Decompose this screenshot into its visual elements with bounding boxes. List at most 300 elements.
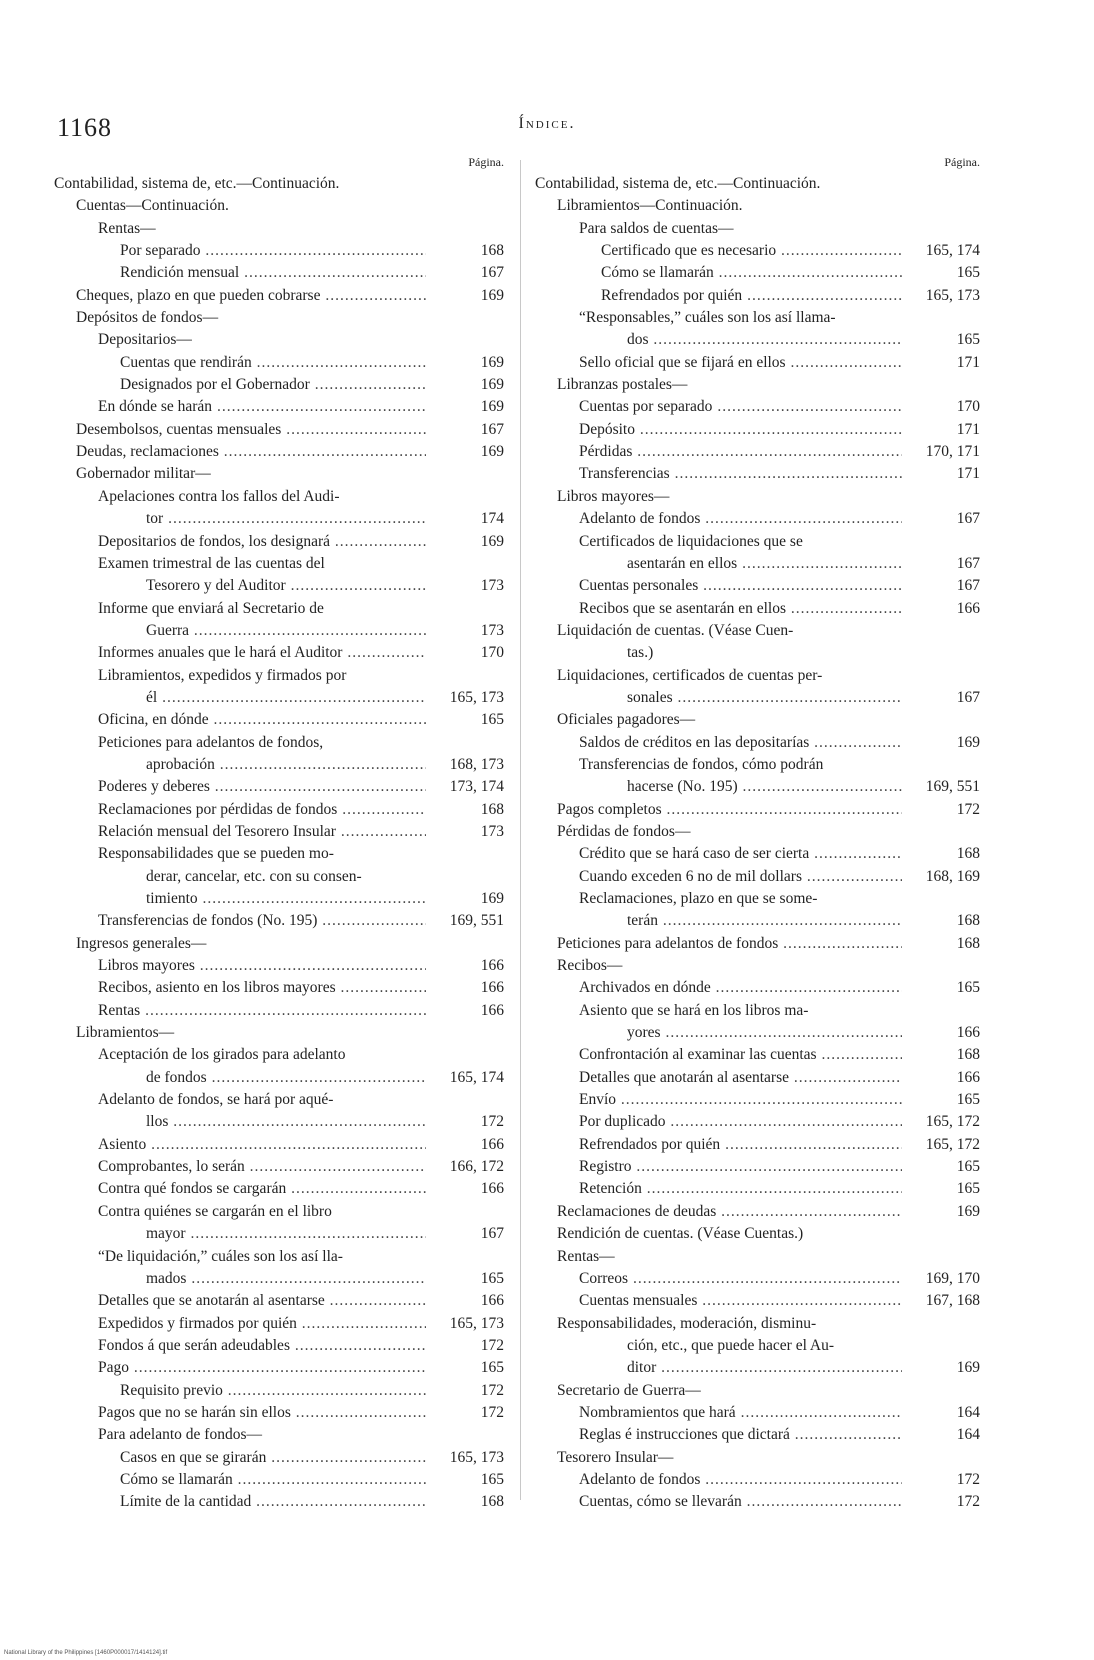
index-entry-page: 167 [902,687,980,709]
index-entry-text: Tesorero y del Auditor ..... [146,577,504,594]
index-entry [535,285,980,307]
index-entry [54,933,504,955]
index-entry-text: Cuando exceden 6 no de mil dollars ..... [579,868,980,885]
index-entry [535,508,980,530]
index-entry-page: 165, 173 [426,1313,504,1335]
index-entry [535,888,980,910]
index-entry [54,173,504,195]
index-entry-page: 169, 551 [902,776,980,798]
index-entry [535,1357,980,1379]
index-entry-page: 169, 551 [426,910,504,932]
index-entry-page: 165 [902,977,980,999]
index-entry-page: 171 [902,463,980,485]
index-entry-text: Detalles que se anotarán al asentarse ..... [98,1292,504,1309]
page-number: 1168 [57,113,113,142]
index-entry-text: Envío ..... [579,1091,980,1108]
index-entry [535,218,980,240]
index-entry [54,1067,504,1089]
index-entry-page: 174 [426,508,504,530]
index-entry-page: 165 [902,1178,980,1200]
index-entry [535,329,980,351]
index-entry [535,799,980,821]
index-entry-text: Transferencias de fondos (No. 195) ..... [98,912,504,929]
index-entry [535,1268,980,1290]
index-entry-page: 166 [426,1290,504,1312]
index-entry [54,620,504,642]
index-column-left [54,155,504,1514]
index-entry [535,486,980,508]
index-entry [535,1022,980,1044]
index-entry [535,620,980,642]
index-entry-text: Rentas ..... [98,1002,504,1019]
index-entry-text: Reclamaciones, plazo en que se some- [579,890,818,907]
index-entry [54,374,504,396]
index-entry-page: 167 [426,419,504,441]
index-entry [535,1223,980,1245]
index-entry-page: 172 [426,1402,504,1424]
index-entry [54,396,504,418]
index-entry-page: 165, 172 [902,1134,980,1156]
index-entry-text: Responsabilidades, moderación, disminu- [557,1314,817,1332]
index-entry-text: Rendición mensual ..... [120,264,504,281]
index-entry [54,642,504,664]
index-entry-text: timiento ..... [146,890,504,907]
index-entry [54,1089,504,1111]
index-entry-text: Rentas— [98,219,156,237]
index-entry [535,1380,980,1402]
index-entry-text: Peticiones para adelantos de fondos ..... [557,935,980,952]
index-entry-text: Certificado que es necesario ..... [601,242,980,259]
index-entry [54,1335,504,1357]
index-entry [54,1022,504,1044]
index-entry-page: 166 [902,1022,980,1044]
index-entry [54,1111,504,1133]
index-entry [54,799,504,821]
index-entry-text: Refrendados por quién ..... [579,1136,980,1153]
column-divider [520,160,521,1500]
index-entry [54,955,504,977]
index-entry-text: Cuentas que rendirán ..... [120,354,504,371]
running-head: Índice. [518,115,576,132]
index-entry [54,821,504,843]
index-entry [54,1201,504,1223]
index-entry-text: Desembolsos, cuentas mensuales ..... [76,421,504,438]
index-entry-text: Recibos que se asentarán en ellos ..... [579,600,980,617]
index-entry [535,1134,980,1156]
index-entry-text: terán ..... [627,912,980,929]
index-entry-text: Examen trimestral de las cuentas del [98,554,325,572]
index-entry [54,463,504,485]
index-entry-page: 166 [426,1000,504,1022]
index-entry-text: tor ..... [146,510,504,527]
index-entry-text: Por separado ..... [120,242,504,259]
index-entry [54,598,504,620]
index-entry-text: Tesorero Insular— [557,1448,674,1466]
index-entry [54,1134,504,1156]
index-entry-page: 165, 173 [426,687,504,709]
index-entry [535,1178,980,1200]
index-entry-text: Adelanto de fondos ..... [579,510,980,527]
index-entry-text: aprobación ..... [146,756,504,773]
index-entry-text: llos ..... [146,1113,504,1130]
index-entry [54,1469,504,1491]
index-entry-text: Cheques, plazo en que pueden cobrarse ..... [76,287,504,304]
index-entry [535,843,980,865]
index-entry-page: 169 [426,374,504,396]
index-entry-page: 169, 170 [902,1268,980,1290]
index-entry [54,1313,504,1335]
index-entry-page: 165 [902,262,980,284]
index-entry-text: Libramientos, expedidos y firmados por [98,666,347,684]
index-entry-text: Recibos— [557,957,623,975]
index-entry-text: Archivados en dónde ..... [579,979,980,996]
index-entry-page: 165, 172 [902,1111,980,1133]
index-entry-text: Informes anuales que le hará el Auditor ..... [98,644,504,661]
index-entry-page: 166, 172 [426,1156,504,1178]
index-entry [535,910,980,932]
index-entry [535,1447,980,1469]
index-entry-text: sonales ..... [627,689,980,706]
index-entry [535,955,980,977]
index-entry [54,1357,504,1379]
index-entry [54,195,504,217]
index-entry-page: 169 [902,732,980,754]
index-entry [54,352,504,374]
index-entry-page: 170 [426,642,504,664]
index-entry [54,1000,504,1022]
index-entry-page: 165, 174 [426,1067,504,1089]
index-entry-page: 165, 174 [902,240,980,262]
index-entry-text: asentarán en ellos ..... [627,555,980,572]
index-entry-page: 167 [426,1223,504,1245]
index-entry [535,1044,980,1066]
index-entries-right [535,173,980,1514]
index-entry [54,732,504,754]
index-entry-text: Pérdidas de fondos— [557,822,691,840]
index-entry-page: 172 [426,1380,504,1402]
index-entry-text: En dónde se harán ..... [98,398,504,415]
index-entry [535,240,980,262]
index-entry-text: Pagos que no se harán sin ellos ..... [98,1404,504,1421]
index-entry-text: Transferencias de fondos, cómo podrán [579,755,824,773]
index-entries-left [54,173,504,1514]
index-entry-text: Aceptación de los girados para adelanto [98,1046,346,1064]
index-entry-text: Por duplicado ..... [579,1113,980,1130]
index-entry-page: 165, 173 [426,1447,504,1469]
index-entry-text: Retención ..... [579,1180,980,1197]
index-entry [54,441,504,463]
index-entry-page: 168 [426,240,504,262]
index-entry-page: 170 [902,396,980,418]
index-entry-page: 165 [426,709,504,731]
index-entry-text: Rendición de cuentas. (Véase Cuentas.) [557,1225,804,1243]
index-entry [54,419,504,441]
index-entry [54,1491,504,1513]
index-entry-text: Correos ..... [579,1270,980,1287]
index-entry-text: mayor ..... [146,1225,504,1242]
index-entry [54,1447,504,1469]
index-entry-page: 169 [426,441,504,463]
index-entry-text: Informe que enviará al Secretario de [98,599,324,617]
index-entry-page: 172 [426,1335,504,1357]
index-entry [535,1246,980,1268]
index-entry-page: 166 [426,955,504,977]
index-entry-text: Depósito ..... [579,421,980,438]
index-entry-page: 170, 171 [902,441,980,463]
index-entry-page: 166 [902,1067,980,1089]
index-entry-text: Expedidos y firmados por quién ..... [98,1315,504,1332]
scan-footer: National Library of the Philippines [1460P000017/1414124].tif [4,1650,168,1656]
index-entry-text: Reglas é instrucciones que dictará ..... [579,1426,980,1443]
index-entry-text: Asiento ..... [98,1136,504,1153]
index-entry [535,665,980,687]
index-entry-page: 166 [426,977,504,999]
index-entry-text: Liquidación de cuentas. (Véase Cuen- [557,621,794,639]
index-entry [535,1156,980,1178]
index-entry-text: Cuentas—Continuación. [76,197,229,215]
index-entry-text: Libramientos—Continuación. [557,197,743,215]
index-entry [535,709,980,731]
index-entry-text: Para saldos de cuentas— [579,219,734,237]
index-entry-text: Peticiones para adelantos de fondos, [98,733,324,751]
index-entry-text: Nombramientos que hará ..... [579,1404,980,1421]
index-entry-text: Límite de la cantidad ..... [120,1493,504,1510]
index-entry [535,307,980,329]
index-entry [54,977,504,999]
index-entry-text: de fondos ..... [146,1069,504,1086]
index-entry-page: 169 [426,396,504,418]
index-entry-text: Crédito que se hará caso de ser cierta ..... [579,845,980,862]
index-entry [54,508,504,530]
index-entry [535,821,980,843]
index-entry-text: Responsabilidades que se pueden mo- [98,845,334,863]
index-entry-page: 164 [902,1424,980,1446]
index-entry-page: 169 [426,888,504,910]
index-entry-page: 165 [426,1268,504,1290]
index-entry-text: Para adelanto de fondos— [98,1426,262,1444]
index-entry [54,754,504,776]
index-entry [535,754,980,776]
index-entry-text: Pago ..... [98,1359,504,1376]
index-entry-page: 167 [902,575,980,597]
index-entry-page: 165 [902,329,980,351]
index-entry [54,218,504,240]
index-entry-text: Poderes y deberes ..... [98,778,504,795]
index-entry-text: Sello oficial que se fijará en ellos ..... [579,354,980,371]
index-entry [54,307,504,329]
index-entry [54,1424,504,1446]
index-entry-text: Oficiales pagadores— [557,711,696,729]
index-entry-text: Cuentas personales ..... [579,577,980,594]
index-entry-page: 167 [902,508,980,530]
index-entry-text: Detalles que anotarán al asentarse ..... [579,1069,980,1086]
index-entry-text: Reclamaciones de deudas ..... [557,1203,980,1220]
index-entry [535,866,980,888]
index-entry [54,1380,504,1402]
index-entry [535,1089,980,1111]
index-entry-page: 172 [902,1491,980,1513]
index-entry [535,1111,980,1133]
index-entry-text: Depositarios— [98,331,192,349]
index-entry-page: 164 [902,1402,980,1424]
index-entry-text: Contra quiénes se cargarán en el libro [98,1202,332,1220]
index-column-right [535,155,980,1514]
index-entry-page: 171 [902,419,980,441]
index-entry-text: Designados por el Gobernador ..... [120,376,504,393]
pages-label: Página. [468,155,504,169]
index-entry [535,173,980,195]
index-entry-text: Liquidaciones, certificados de cuentas per- [557,666,823,684]
index-entry-page: 168 [902,1044,980,1066]
index-entry-text: hacerse (No. 195) ..... [627,778,980,795]
index-entry [535,1402,980,1424]
index-entry-page: 167 [426,262,504,284]
index-entry-page: 165 [426,1469,504,1491]
index-entry-page: 165 [902,1089,980,1111]
index-entry-page: 167 [902,553,980,575]
index-entry-text: Casos en que se girarán ..... [120,1449,504,1466]
index-entry-page: 165, 173 [902,285,980,307]
index-entry-page: 165 [902,1156,980,1178]
index-entry-text: Contra qué fondos se cargarán ..... [98,1180,504,1197]
index-entry-page: 168 [902,933,980,955]
index-entry [535,1000,980,1022]
index-entry-page: 173 [426,575,504,597]
index-entry-text: tas.) [627,644,654,662]
index-entry [54,553,504,575]
index-entry-text: Ingresos generales— [76,934,207,952]
index-entry [54,531,504,553]
index-entry [54,866,504,888]
index-entry-text: Depósitos de fondos— [76,309,219,327]
index-entry-page: 167, 168 [902,1290,980,1312]
index-entry-text: Reclamaciones por pérdidas de fondos ..... [98,801,504,818]
index-entry [535,687,980,709]
index-entry-page: 168, 173 [426,754,504,776]
index-entry-text: Contabilidad, sistema de, etc.—Continuación. [54,175,340,192]
index-entry-text: Transferencias ..... [579,465,980,482]
index-entry [54,329,504,351]
index-entry-text: Asiento que se hará en los libros ma- [579,1001,809,1019]
index-entry [54,687,504,709]
index-entry-text: Recibos, asiento en los libros mayores ..... [98,979,504,996]
index-entry [535,575,980,597]
index-entry [535,1290,980,1312]
index-entry [535,441,980,463]
index-entry [54,285,504,307]
index-entry [535,396,980,418]
index-entry [535,1424,980,1446]
index-entry-text: Libros mayores ..... [98,957,504,974]
index-entry [535,1469,980,1491]
index-entry-text: Confrontación al examinar las cuentas ..... [579,1046,980,1063]
index-entry-page: 166 [902,598,980,620]
index-entry [54,776,504,798]
index-entry-text: Adelanto de fondos, se hará por aqué- [98,1091,334,1109]
index-entry [54,1290,504,1312]
index-entry [54,1268,504,1290]
index-entry-text: ción, etc., que puede hacer el Au- [627,1336,835,1354]
index-entry [54,709,504,731]
index-entry-text: Registro ..... [579,1158,980,1175]
index-entry [535,1201,980,1223]
index-entry-text: Adelanto de fondos ..... [579,1471,980,1488]
index-entry-text: Pagos completos ..... [557,801,980,818]
index-entry-page: 172 [426,1111,504,1133]
index-entry [535,933,980,955]
index-entry-text: Apelaciones contra los fallos del Audi- [98,487,340,505]
index-entry-text: Secretario de Guerra— [557,1381,701,1399]
index-entry [535,262,980,284]
index-entry [54,1402,504,1424]
index-entry-text: Pérdidas ..... [579,443,980,460]
index-entry [54,1178,504,1200]
index-entry-page: 166 [426,1134,504,1156]
index-entry [535,195,980,217]
index-entry [535,732,980,754]
index-entry-text: Libros mayores— [557,487,670,505]
index-entry-text: Depositarios de fondos, los designará ..... [98,533,504,550]
index-entry-page: 173 [426,821,504,843]
index-entry-text: mados ..... [146,1270,504,1287]
index-entry [535,531,980,553]
index-entry-text: Gobernador militar— [76,465,211,483]
index-entry-page: 172 [902,799,980,821]
index-entry [54,262,504,284]
index-entry-text: yores ..... [627,1024,980,1041]
index-entry-text: Refrendados por quién ..... [601,287,980,304]
index-entry-page: 166 [426,1178,504,1200]
index-entry [54,665,504,687]
index-entry-page: 171 [902,352,980,374]
index-entry-text: Fondos á que serán adeudables ..... [98,1337,504,1354]
index-entry-text: Libranzas postales— [557,376,688,394]
index-entry [535,1335,980,1357]
index-entry-page: 168 [426,799,504,821]
index-entry-page: 168, 169 [902,866,980,888]
index-entry [54,1156,504,1178]
index-entry-text: “De liquidación,” cuáles son los así lla- [98,1247,343,1265]
index-entry-page: 169 [426,531,504,553]
index-entry-page: 168 [426,1491,504,1513]
index-entry [54,240,504,262]
index-entry [54,888,504,910]
index-entry-text: Cuentas por separado ..... [579,398,980,415]
index-entry [535,374,980,396]
index-entry-page: 173, 174 [426,776,504,798]
index-entry [54,486,504,508]
index-entry-text: Rentas— [557,1247,615,1265]
index-entry-text: Cuentas mensuales ..... [579,1292,980,1309]
index-entry-text: Comprobantes, lo serán ..... [98,1158,504,1175]
index-entry-text: Cómo se llamarán ..... [601,264,980,281]
index-entry [535,463,980,485]
index-entry-page: 173 [426,620,504,642]
index-entry-text: Saldos de créditos en las depositarías ..... [579,734,980,751]
index-entry-page: 169 [426,285,504,307]
index-entry [535,977,980,999]
index-entry [535,553,980,575]
index-entry-text: ditor ..... [627,1359,980,1376]
index-entry [535,419,980,441]
pages-label: Página. [944,155,980,169]
index-entry [535,598,980,620]
index-entry-text: Contabilidad, sistema de, etc.—Continuación. [535,175,821,192]
index-entry-text: “Responsables,” cuáles son los así llama- [579,309,836,327]
index-entry-text: Requisito previo ..... [120,1382,504,1399]
index-entry [54,575,504,597]
index-entry [535,642,980,664]
